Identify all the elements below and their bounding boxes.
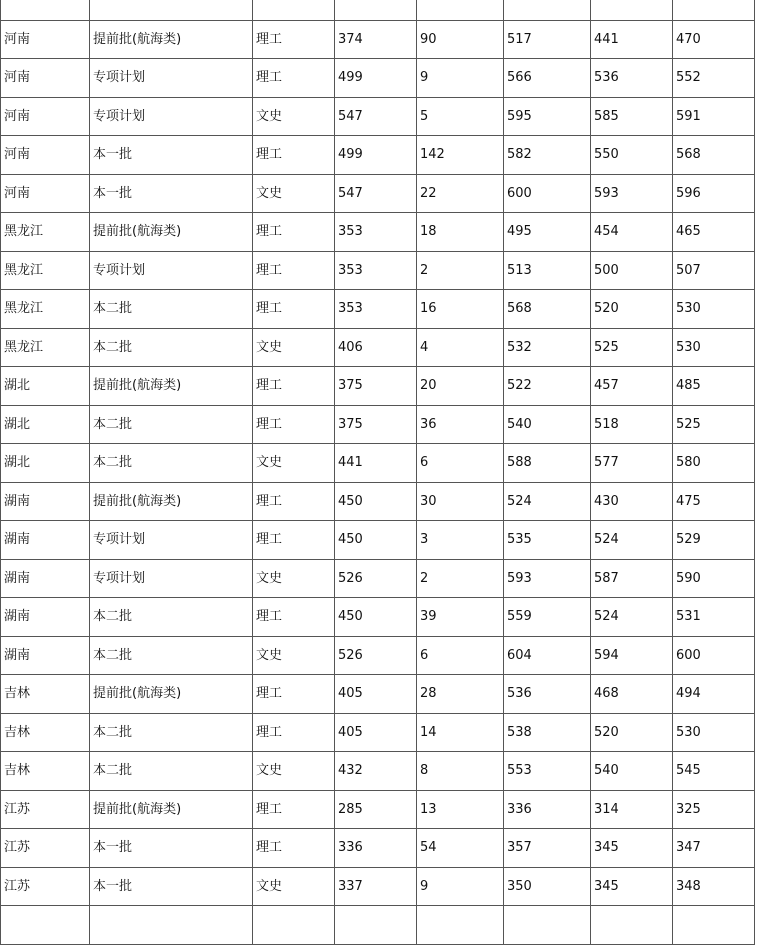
avg-score-cell: 348 <box>673 867 755 906</box>
province-cell: 吉林 <box>1 675 90 714</box>
max-score-cell: 588 <box>504 444 591 483</box>
max-score-cell: 538 <box>504 713 591 752</box>
batch-cell: 专项计划 <box>90 521 253 560</box>
table-cell <box>591 906 673 945</box>
avg-score-cell: 470 <box>673 20 755 59</box>
control-line-cell: 450 <box>335 521 417 560</box>
table-row <box>1 290 755 329</box>
control-line-cell: 336 <box>335 829 417 868</box>
province-cell: 湖南 <box>1 598 90 637</box>
avg-score-cell: 529 <box>673 521 755 560</box>
batch-cell: 本二批 <box>90 752 253 791</box>
enrolled-cell: 39 <box>417 598 504 637</box>
enrolled-cell: 28 <box>417 675 504 714</box>
max-score-cell: 595 <box>504 97 591 136</box>
min-score-cell: 585 <box>591 97 673 136</box>
control-line-cell: 432 <box>335 752 417 791</box>
category-cell: 理工 <box>253 713 335 752</box>
province-cell: 湖南 <box>1 521 90 560</box>
control-line-cell: 499 <box>335 59 417 98</box>
province-cell: 黑龙江 <box>1 328 90 367</box>
control-line-cell: 337 <box>335 867 417 906</box>
table-row <box>1 867 755 906</box>
enrolled-cell: 2 <box>417 251 504 290</box>
max-score-cell: 524 <box>504 482 591 521</box>
table-row-partial <box>1 906 755 945</box>
enrolled-cell: 5 <box>417 97 504 136</box>
max-score-cell: 532 <box>504 328 591 367</box>
enrolled-cell: 3 <box>417 521 504 560</box>
table-row <box>1 136 755 175</box>
min-score-cell: 520 <box>591 713 673 752</box>
table-cell <box>90 0 253 20</box>
category-cell: 文史 <box>253 97 335 136</box>
control-line-cell: 526 <box>335 559 417 598</box>
province-cell: 湖北 <box>1 405 90 444</box>
max-score-cell: 495 <box>504 213 591 252</box>
min-score-cell: 441 <box>591 20 673 59</box>
control-line-cell: 374 <box>335 20 417 59</box>
min-score-cell: 587 <box>591 559 673 598</box>
control-line-cell: 375 <box>335 367 417 406</box>
batch-cell: 提前批(航海类) <box>90 482 253 521</box>
table-cell <box>591 0 673 20</box>
table-cell <box>253 0 335 20</box>
enrolled-cell: 36 <box>417 405 504 444</box>
avg-score-cell: 591 <box>673 97 755 136</box>
category-cell: 理工 <box>253 59 335 98</box>
batch-cell: 本二批 <box>90 636 253 675</box>
province-cell: 湖北 <box>1 444 90 483</box>
min-score-cell: 430 <box>591 482 673 521</box>
category-cell: 文史 <box>253 636 335 675</box>
control-line-cell: 547 <box>335 97 417 136</box>
batch-cell: 专项计划 <box>90 97 253 136</box>
table-row <box>1 328 755 367</box>
batch-cell: 本二批 <box>90 405 253 444</box>
control-line-cell: 285 <box>335 790 417 829</box>
max-score-cell: 604 <box>504 636 591 675</box>
enrolled-cell: 18 <box>417 213 504 252</box>
category-cell: 理工 <box>253 290 335 329</box>
category-cell: 理工 <box>253 521 335 560</box>
max-score-cell: 582 <box>504 136 591 175</box>
batch-cell: 本一批 <box>90 174 253 213</box>
table-row <box>1 405 755 444</box>
province-cell: 河南 <box>1 136 90 175</box>
enrolled-cell: 90 <box>417 20 504 59</box>
enrolled-cell: 16 <box>417 290 504 329</box>
avg-score-cell: 475 <box>673 482 755 521</box>
max-score-cell: 540 <box>504 405 591 444</box>
enrolled-cell: 2 <box>417 559 504 598</box>
table-cell <box>417 0 504 20</box>
category-cell: 文史 <box>253 174 335 213</box>
table-cell <box>1 906 90 945</box>
control-line-cell: 450 <box>335 598 417 637</box>
table-row <box>1 559 755 598</box>
batch-cell: 提前批(航海类) <box>90 367 253 406</box>
batch-cell: 本二批 <box>90 598 253 637</box>
max-score-cell: 336 <box>504 790 591 829</box>
avg-score-cell: 590 <box>673 559 755 598</box>
enrolled-cell: 142 <box>417 136 504 175</box>
province-cell: 吉林 <box>1 713 90 752</box>
control-line-cell: 405 <box>335 675 417 714</box>
table-row <box>1 20 755 59</box>
table-row <box>1 97 755 136</box>
avg-score-cell: 530 <box>673 290 755 329</box>
min-score-cell: 524 <box>591 598 673 637</box>
max-score-cell: 566 <box>504 59 591 98</box>
table-cell <box>417 906 504 945</box>
enrolled-cell: 9 <box>417 59 504 98</box>
province-cell: 黑龙江 <box>1 213 90 252</box>
control-line-cell: 547 <box>335 174 417 213</box>
province-cell: 吉林 <box>1 752 90 791</box>
avg-score-cell: 552 <box>673 59 755 98</box>
enrolled-cell: 54 <box>417 829 504 868</box>
table-row <box>1 213 755 252</box>
batch-cell: 提前批(航海类) <box>90 20 253 59</box>
min-score-cell: 593 <box>591 174 673 213</box>
max-score-cell: 553 <box>504 752 591 791</box>
min-score-cell: 518 <box>591 405 673 444</box>
avg-score-cell: 465 <box>673 213 755 252</box>
enrolled-cell: 14 <box>417 713 504 752</box>
batch-cell: 专项计划 <box>90 559 253 598</box>
province-cell: 河南 <box>1 20 90 59</box>
avg-score-cell: 530 <box>673 328 755 367</box>
table-row <box>1 251 755 290</box>
category-cell: 文史 <box>253 559 335 598</box>
max-score-cell: 517 <box>504 20 591 59</box>
category-cell: 理工 <box>253 213 335 252</box>
table-cell <box>673 0 755 20</box>
batch-cell: 专项计划 <box>90 251 253 290</box>
table-cell <box>335 0 417 20</box>
avg-score-cell: 530 <box>673 713 755 752</box>
province-cell: 湖南 <box>1 559 90 598</box>
min-score-cell: 520 <box>591 290 673 329</box>
table-row <box>1 367 755 406</box>
table-row <box>1 713 755 752</box>
min-score-cell: 594 <box>591 636 673 675</box>
table-cell <box>504 0 591 20</box>
avg-score-cell: 325 <box>673 790 755 829</box>
control-line-cell: 406 <box>335 328 417 367</box>
avg-score-cell: 568 <box>673 136 755 175</box>
batch-cell: 本二批 <box>90 290 253 329</box>
table-cell <box>90 906 253 945</box>
avg-score-cell: 494 <box>673 675 755 714</box>
category-cell: 理工 <box>253 251 335 290</box>
table-row <box>1 521 755 560</box>
enrolled-cell: 8 <box>417 752 504 791</box>
control-line-cell: 441 <box>335 444 417 483</box>
min-score-cell: 345 <box>591 829 673 868</box>
avg-score-cell: 531 <box>673 598 755 637</box>
avg-score-cell: 545 <box>673 752 755 791</box>
control-line-cell: 499 <box>335 136 417 175</box>
control-line-cell: 375 <box>335 405 417 444</box>
table-cell <box>335 906 417 945</box>
max-score-cell: 600 <box>504 174 591 213</box>
avg-score-cell: 580 <box>673 444 755 483</box>
category-cell: 理工 <box>253 136 335 175</box>
province-cell: 河南 <box>1 97 90 136</box>
province-cell: 河南 <box>1 174 90 213</box>
table-cell <box>504 906 591 945</box>
table-row-partial <box>1 0 755 20</box>
table-row <box>1 482 755 521</box>
category-cell: 文史 <box>253 752 335 791</box>
batch-cell: 提前批(航海类) <box>90 675 253 714</box>
max-score-cell: 350 <box>504 867 591 906</box>
category-cell: 理工 <box>253 829 335 868</box>
province-cell: 湖南 <box>1 482 90 521</box>
category-cell: 理工 <box>253 482 335 521</box>
control-line-cell: 353 <box>335 213 417 252</box>
min-score-cell: 524 <box>591 521 673 560</box>
avg-score-cell: 596 <box>673 174 755 213</box>
control-line-cell: 353 <box>335 251 417 290</box>
max-score-cell: 513 <box>504 251 591 290</box>
max-score-cell: 522 <box>504 367 591 406</box>
avg-score-cell: 525 <box>673 405 755 444</box>
min-score-cell: 454 <box>591 213 673 252</box>
max-score-cell: 535 <box>504 521 591 560</box>
category-cell: 理工 <box>253 367 335 406</box>
province-cell: 江苏 <box>1 790 90 829</box>
max-score-cell: 593 <box>504 559 591 598</box>
enrolled-cell: 13 <box>417 790 504 829</box>
category-cell: 理工 <box>253 598 335 637</box>
min-score-cell: 500 <box>591 251 673 290</box>
province-cell: 江苏 <box>1 829 90 868</box>
table-row <box>1 59 755 98</box>
min-score-cell: 345 <box>591 867 673 906</box>
table-row <box>1 675 755 714</box>
avg-score-cell: 600 <box>673 636 755 675</box>
avg-score-cell: 485 <box>673 367 755 406</box>
table-row <box>1 598 755 637</box>
table-body <box>1 0 755 944</box>
category-cell: 理工 <box>253 675 335 714</box>
control-line-cell: 450 <box>335 482 417 521</box>
min-score-cell: 468 <box>591 675 673 714</box>
enrolled-cell: 9 <box>417 867 504 906</box>
table-row <box>1 790 755 829</box>
max-score-cell: 568 <box>504 290 591 329</box>
category-cell: 理工 <box>253 405 335 444</box>
province-cell: 湖南 <box>1 636 90 675</box>
control-line-cell: 526 <box>335 636 417 675</box>
enrolled-cell: 20 <box>417 367 504 406</box>
batch-cell: 本一批 <box>90 829 253 868</box>
table-row <box>1 829 755 868</box>
province-cell: 湖北 <box>1 367 90 406</box>
enrolled-cell: 4 <box>417 328 504 367</box>
table-row <box>1 752 755 791</box>
control-line-cell: 405 <box>335 713 417 752</box>
min-score-cell: 536 <box>591 59 673 98</box>
min-score-cell: 577 <box>591 444 673 483</box>
category-cell: 文史 <box>253 328 335 367</box>
category-cell: 理工 <box>253 20 335 59</box>
batch-cell: 本二批 <box>90 444 253 483</box>
min-score-cell: 550 <box>591 136 673 175</box>
category-cell: 理工 <box>253 790 335 829</box>
max-score-cell: 357 <box>504 829 591 868</box>
table-cell <box>673 906 755 945</box>
min-score-cell: 540 <box>591 752 673 791</box>
table-cell <box>253 906 335 945</box>
batch-cell: 提前批(航海类) <box>90 213 253 252</box>
category-cell: 文史 <box>253 867 335 906</box>
province-cell: 黑龙江 <box>1 251 90 290</box>
avg-score-cell: 347 <box>673 829 755 868</box>
batch-cell: 专项计划 <box>90 59 253 98</box>
batch-cell: 提前批(航海类) <box>90 790 253 829</box>
enrolled-cell: 30 <box>417 482 504 521</box>
province-cell: 河南 <box>1 59 90 98</box>
min-score-cell: 525 <box>591 328 673 367</box>
min-score-cell: 457 <box>591 367 673 406</box>
enrolled-cell: 6 <box>417 636 504 675</box>
category-cell: 文史 <box>253 444 335 483</box>
province-cell: 黑龙江 <box>1 290 90 329</box>
batch-cell: 本二批 <box>90 713 253 752</box>
province-cell: 江苏 <box>1 867 90 906</box>
avg-score-cell: 507 <box>673 251 755 290</box>
max-score-cell: 536 <box>504 675 591 714</box>
table-cell <box>1 0 90 20</box>
enrolled-cell: 6 <box>417 444 504 483</box>
table-row <box>1 444 755 483</box>
table-row <box>1 636 755 675</box>
batch-cell: 本一批 <box>90 867 253 906</box>
min-score-cell: 314 <box>591 790 673 829</box>
batch-cell: 本一批 <box>90 136 253 175</box>
enrolled-cell: 22 <box>417 174 504 213</box>
control-line-cell: 353 <box>335 290 417 329</box>
table-row <box>1 174 755 213</box>
batch-cell: 本二批 <box>90 328 253 367</box>
max-score-cell: 559 <box>504 598 591 637</box>
